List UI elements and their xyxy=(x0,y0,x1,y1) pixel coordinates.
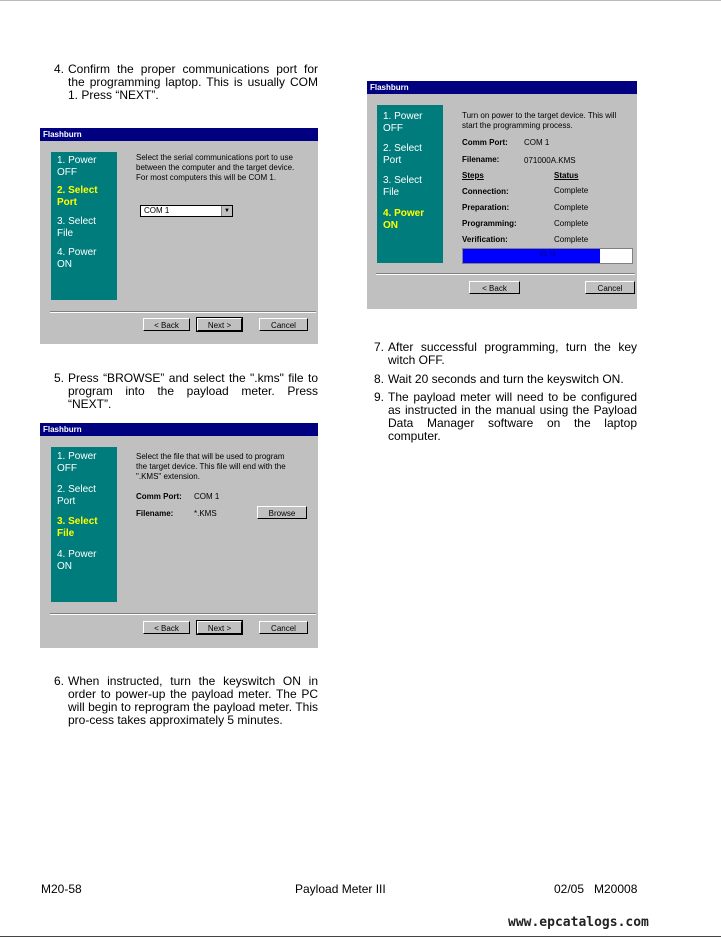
step-number: 7. xyxy=(374,340,385,354)
back-button[interactable]: < Back xyxy=(143,621,190,634)
step-6 xyxy=(54,675,318,727)
wizard-step-panel xyxy=(51,152,117,300)
status-header: Status xyxy=(554,171,579,180)
instructions-text: Turn on power to the target device. This will start the programming process. xyxy=(462,111,617,130)
com-port-select[interactable] xyxy=(140,205,233,217)
step-number: 5. xyxy=(54,371,65,385)
step-row-status: Complete xyxy=(554,235,589,244)
step-text: Confirm the proper communications port for the programming laptop. This is usually COM 1. Press “NEXT”. xyxy=(68,62,318,102)
filename-value: *.KMS xyxy=(194,509,217,518)
cancel-button[interactable]: Cancel xyxy=(585,281,635,294)
panel-item-select-port: 2. Select Port xyxy=(57,185,98,208)
panel-item-power-off: 1. Power OFF xyxy=(383,111,423,134)
steps-header: Steps xyxy=(462,171,484,180)
step-number: 9. xyxy=(374,390,385,404)
panel-item-power-on: 4. Power ON xyxy=(57,247,97,270)
footer-center: Payload Meter III xyxy=(295,882,386,896)
comm-port-label: Comm Port: xyxy=(462,138,508,147)
step-row-label: Connection: xyxy=(462,187,509,196)
progress-bar xyxy=(462,248,633,264)
next-button[interactable]: Next > xyxy=(197,621,242,634)
flashburn-dialog-power-on xyxy=(367,81,637,309)
step-row-status: Complete xyxy=(554,203,589,212)
panel-item-select-file: 3. Select File xyxy=(57,216,96,239)
progress-label: 81 % xyxy=(539,251,556,258)
dialog-title: Flashburn xyxy=(40,423,318,436)
instructions-text: Select the serial communications port to use between the computer and the target device. For most computers this will be COM 1. xyxy=(136,153,295,182)
panel-item-select-port: 2. Select Port xyxy=(383,143,422,166)
comm-port-value: COM 1 xyxy=(194,492,220,501)
panel-item-power-on: 4. Power ON xyxy=(57,549,97,572)
instructions-text: Select the file that will be used to program the target device. This file will end with the ".KMS" extension. xyxy=(136,452,286,481)
divider xyxy=(50,613,316,615)
step-9 xyxy=(374,391,637,443)
step-4 xyxy=(54,63,318,102)
step-row-label: Preparation: xyxy=(462,203,510,212)
filename-value: 071000A.KMS xyxy=(524,156,576,165)
step-text: Press “BROWSE” and select the ".kms" file to program into the payload meter. Press “NEXT”. xyxy=(68,371,318,411)
divider xyxy=(376,273,635,275)
cancel-button[interactable]: Cancel xyxy=(259,318,308,331)
step-number: 4. xyxy=(54,62,65,76)
comm-port-value: COM 1 xyxy=(524,138,550,147)
back-button[interactable]: < Back xyxy=(469,281,520,294)
step-8 xyxy=(374,373,637,386)
flashburn-dialog-select-port xyxy=(40,128,318,344)
wizard-step-panel xyxy=(377,105,443,263)
step-row-label: Verification: xyxy=(462,235,508,244)
panel-item-power-off: 1. Power OFF xyxy=(57,155,97,178)
flashburn-dialog-select-file xyxy=(40,423,318,648)
dialog-title: Flashburn xyxy=(367,81,637,94)
comm-port-label: Comm Port: xyxy=(136,492,182,501)
watermark: www.epcatalogs.com xyxy=(508,915,649,930)
wizard-step-panel xyxy=(51,447,117,602)
footer-date: 02/05 xyxy=(554,882,585,896)
back-button[interactable]: < Back xyxy=(143,318,190,331)
step-text: After successful programming, turn the key witch OFF. xyxy=(388,340,637,367)
step-5 xyxy=(54,372,318,411)
step-row-status: Complete xyxy=(554,186,589,195)
panel-item-power-off: 1. Power OFF xyxy=(57,451,97,474)
panel-item-power-on: 4. Power ON xyxy=(383,208,425,231)
chevron-down-icon[interactable]: ▼ xyxy=(221,206,232,216)
step-row-label: Programming: xyxy=(462,219,517,228)
cancel-button[interactable]: Cancel xyxy=(259,621,308,634)
divider xyxy=(50,311,316,313)
step-row-status: Complete xyxy=(554,219,589,228)
step-7 xyxy=(374,341,637,367)
step-text: When instructed, turn the keyswitch ON in order to power-up the payload meter. The PC will begin to reprogram the payload meter. This pro-cess takes approximately 5 minutes. xyxy=(68,674,318,727)
step-text: The payload meter will need to be configured as instructed in the manual using the Payload Data Manager software on the laptop computer. xyxy=(388,390,637,443)
com-port-value: COM 1 xyxy=(144,206,170,215)
panel-item-select-port: 2. Select Port xyxy=(57,484,96,507)
filename-label: Filename: xyxy=(462,155,500,164)
filename-label: Filename: xyxy=(136,509,174,518)
panel-item-select-file: 3. Select File xyxy=(57,516,98,539)
footer-code: M20008 xyxy=(594,882,638,896)
step-number: 8. xyxy=(374,372,385,386)
step-number: 6. xyxy=(54,674,65,688)
bottom-rule xyxy=(0,936,721,937)
panel-item-select-file: 3. Select File xyxy=(383,175,422,198)
next-button[interactable]: Next > xyxy=(197,318,242,331)
dialog-title: Flashburn xyxy=(40,128,318,141)
browse-button[interactable]: Browse xyxy=(257,506,307,519)
step-text: Wait 20 seconds and turn the keyswitch ON. xyxy=(388,372,624,386)
top-rule xyxy=(0,0,721,1)
footer-left: M20-58 xyxy=(41,882,82,896)
